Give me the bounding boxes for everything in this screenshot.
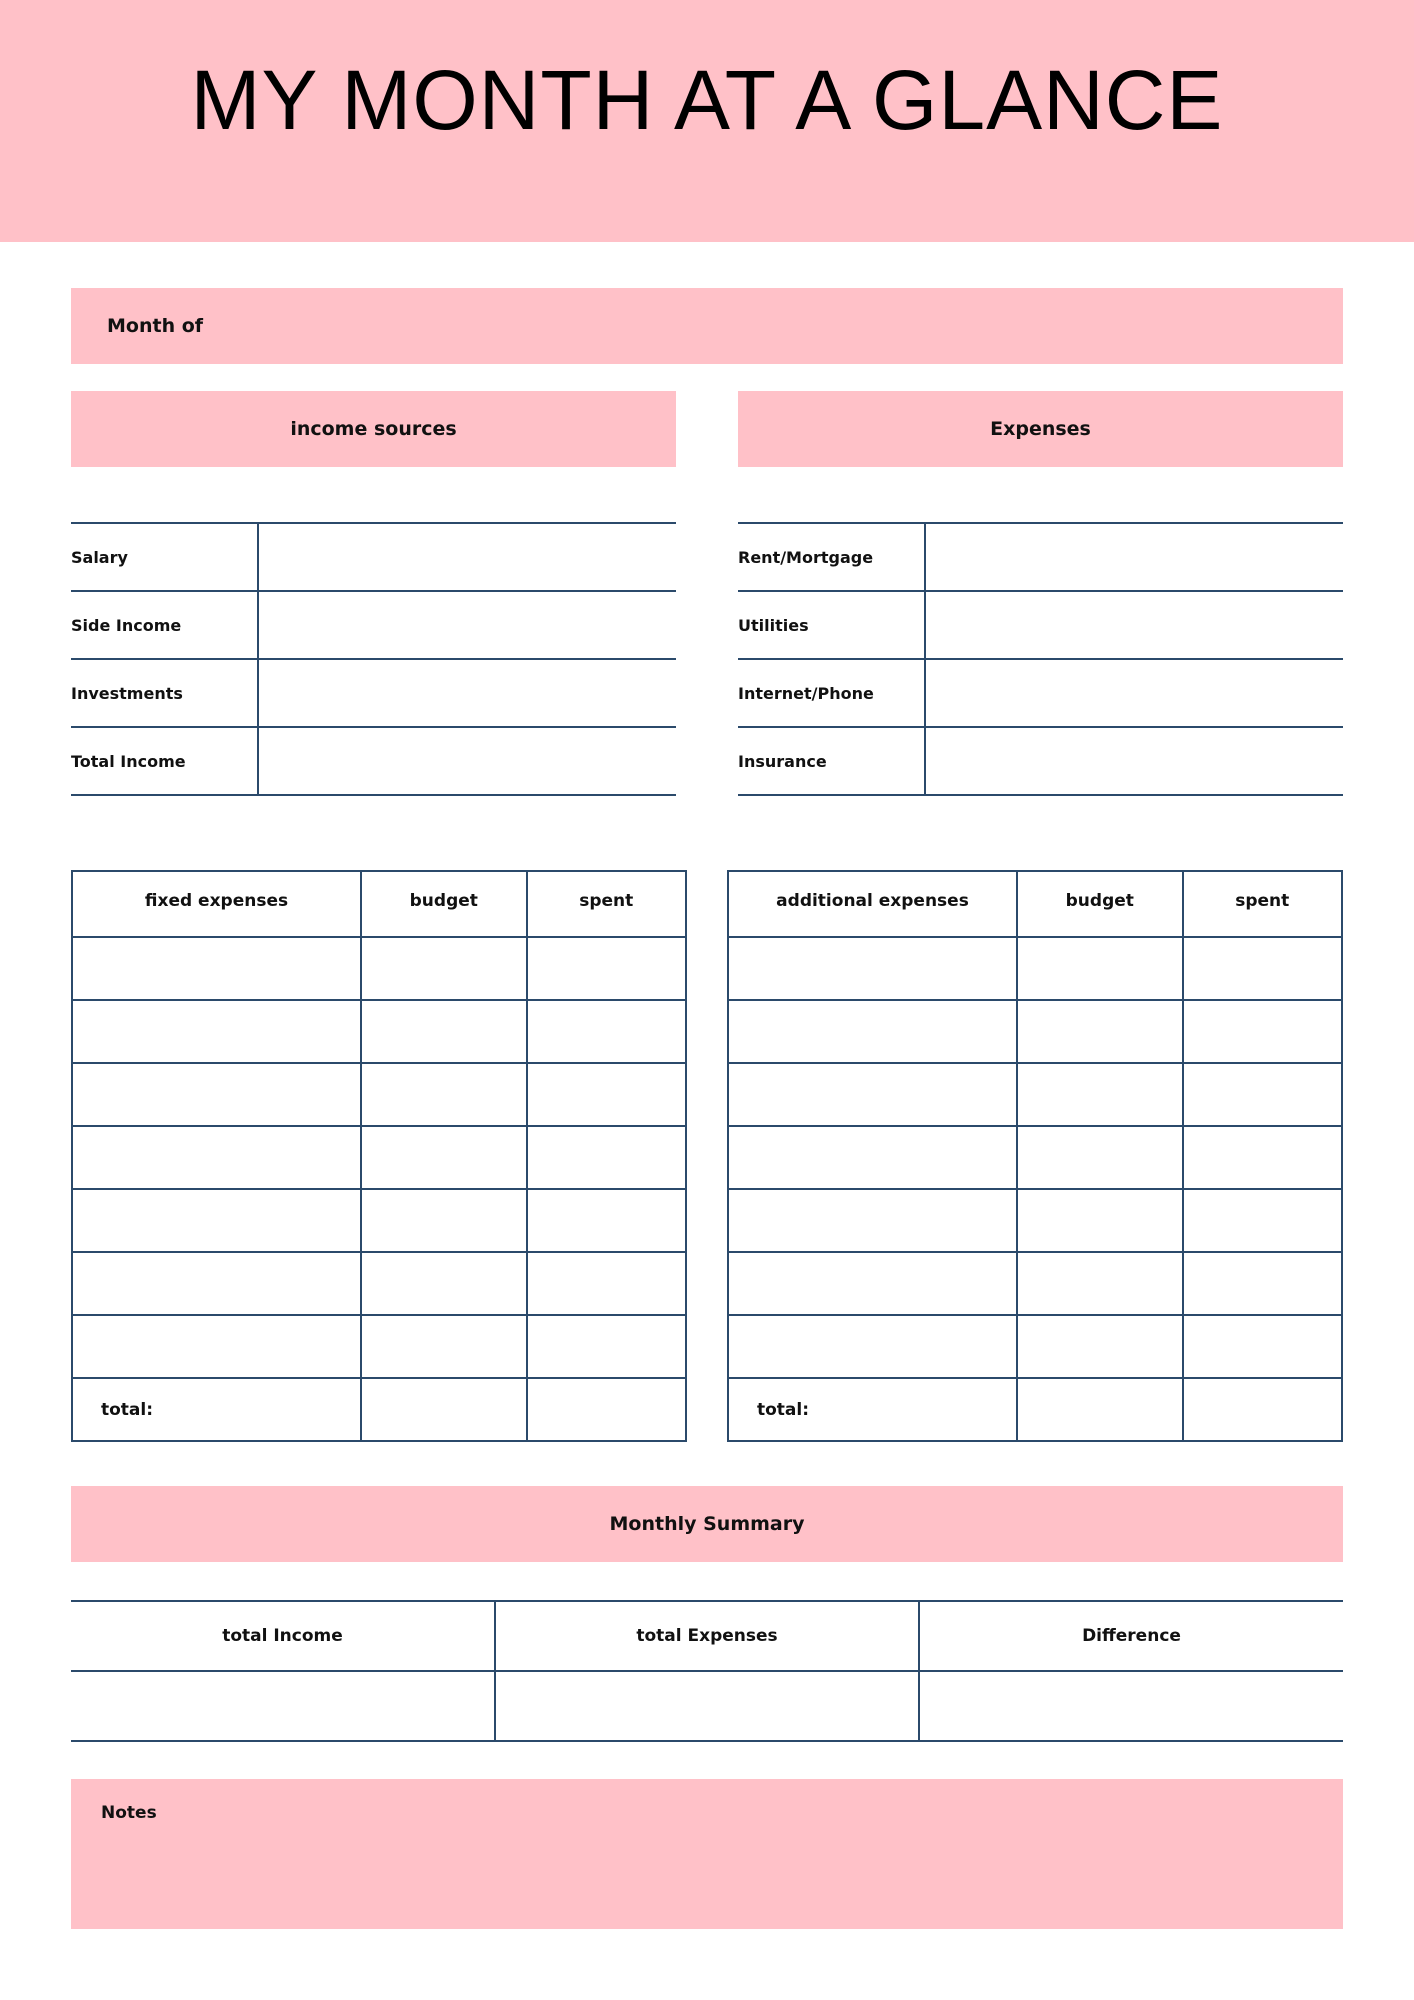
- expense-cell[interactable]: [728, 1189, 1017, 1252]
- salary-input[interactable]: [258, 523, 676, 591]
- expense-cell[interactable]: [72, 1063, 361, 1126]
- spent-cell[interactable]: [1183, 937, 1342, 1000]
- summary-table: [71, 1600, 1343, 1742]
- side-income-input[interactable]: [258, 591, 676, 659]
- spent-total-cell[interactable]: [1183, 1378, 1342, 1441]
- column-header: spent: [527, 871, 686, 937]
- budget-cell[interactable]: [361, 1315, 527, 1378]
- table-row: [71, 1671, 1343, 1741]
- monthly-summary-heading: [71, 1486, 1343, 1562]
- total-row: [72, 1378, 686, 1441]
- table-header-row: [71, 1601, 1343, 1671]
- total-label: total:: [728, 1378, 1017, 1441]
- spent-cell[interactable]: [527, 1126, 686, 1189]
- table-header-row: [72, 871, 686, 937]
- expense-cell[interactable]: [728, 937, 1017, 1000]
- row-label: Internet/Phone: [738, 659, 925, 727]
- investments-input[interactable]: [258, 659, 676, 727]
- table-row: [71, 591, 676, 659]
- spent-total-cell[interactable]: [527, 1378, 686, 1441]
- expense-cell[interactable]: [72, 1000, 361, 1063]
- difference-summary-cell[interactable]: [919, 1671, 1343, 1741]
- spent-cell[interactable]: [527, 1189, 686, 1252]
- month-label: Month of: [107, 315, 204, 337]
- table-row: [72, 1189, 686, 1252]
- column-header: budget: [1017, 871, 1183, 937]
- spent-cell[interactable]: [527, 1000, 686, 1063]
- expense-cell[interactable]: [728, 1000, 1017, 1063]
- spent-cell[interactable]: [527, 1252, 686, 1315]
- total-expenses-summary-cell[interactable]: [495, 1671, 919, 1741]
- spent-cell[interactable]: [527, 1315, 686, 1378]
- row-label: Investments: [71, 659, 258, 727]
- income-sources-heading: [71, 391, 676, 467]
- expenses-table: [738, 522, 1343, 796]
- table-row: [728, 1315, 1342, 1378]
- budget-cell[interactable]: [361, 1189, 527, 1252]
- spent-cell[interactable]: [1183, 1000, 1342, 1063]
- notes-area[interactable]: [71, 1779, 1343, 1929]
- table-row: [71, 659, 676, 727]
- expense-cell[interactable]: [72, 1189, 361, 1252]
- table-row: [738, 591, 1343, 659]
- income-table: [71, 522, 676, 796]
- month-field[interactable]: [71, 288, 1343, 364]
- table-row: [72, 937, 686, 1000]
- page-title: MY MONTH AT A GLANCE: [190, 53, 1224, 147]
- table-row: [728, 1000, 1342, 1063]
- expense-cell[interactable]: [728, 1063, 1017, 1126]
- expense-cell[interactable]: [72, 1315, 361, 1378]
- income-sources-label: income sources: [290, 418, 457, 440]
- spent-cell[interactable]: [1183, 1315, 1342, 1378]
- spent-cell[interactable]: [527, 937, 686, 1000]
- expense-cell[interactable]: [728, 1126, 1017, 1189]
- table-row: [728, 1189, 1342, 1252]
- table-row: [738, 659, 1343, 727]
- expense-cell[interactable]: [72, 937, 361, 1000]
- table-row: [728, 1126, 1342, 1189]
- budget-cell[interactable]: [1017, 1000, 1183, 1063]
- expense-cell[interactable]: [728, 1315, 1017, 1378]
- row-label: Total Income: [71, 727, 258, 795]
- table-row: [72, 1252, 686, 1315]
- budget-total-cell[interactable]: [1017, 1378, 1183, 1441]
- row-label: Insurance: [738, 727, 925, 795]
- table-row: [738, 727, 1343, 795]
- budget-cell[interactable]: [1017, 1126, 1183, 1189]
- utilities-input[interactable]: [925, 591, 1343, 659]
- column-header: total Income: [71, 1601, 495, 1671]
- total-row: [728, 1378, 1342, 1441]
- budget-cell[interactable]: [1017, 1189, 1183, 1252]
- row-label: Side Income: [71, 591, 258, 659]
- budget-cell[interactable]: [1017, 1315, 1183, 1378]
- expense-cell[interactable]: [728, 1252, 1017, 1315]
- total-income-input[interactable]: [258, 727, 676, 795]
- total-income-summary-cell[interactable]: [71, 1671, 495, 1741]
- column-header: total Expenses: [495, 1601, 919, 1671]
- table-row: [72, 1315, 686, 1378]
- spent-cell[interactable]: [527, 1063, 686, 1126]
- rent-mortgage-input[interactable]: [925, 523, 1343, 591]
- table-row: [72, 1000, 686, 1063]
- table-row: [72, 1126, 686, 1189]
- expense-cell[interactable]: [72, 1252, 361, 1315]
- budget-cell[interactable]: [361, 1000, 527, 1063]
- spent-cell[interactable]: [1183, 1126, 1342, 1189]
- table-header-row: [728, 871, 1342, 937]
- row-label: Salary: [71, 523, 258, 591]
- expenses-heading: [738, 391, 1343, 467]
- budget-cell[interactable]: [361, 1252, 527, 1315]
- table-row: [72, 1063, 686, 1126]
- column-header: Difference: [919, 1601, 1343, 1671]
- row-label: Rent/Mortgage: [738, 523, 925, 591]
- expense-cell[interactable]: [72, 1126, 361, 1189]
- table-row: [728, 1252, 1342, 1315]
- row-label: Utilities: [738, 591, 925, 659]
- insurance-input[interactable]: [925, 727, 1343, 795]
- budget-total-cell[interactable]: [361, 1378, 527, 1441]
- column-header: fixed expenses: [72, 871, 361, 937]
- budget-cell[interactable]: [1017, 1063, 1183, 1126]
- header-banner: [0, 0, 1414, 242]
- column-header: spent: [1183, 871, 1342, 937]
- table-row: [71, 727, 676, 795]
- budget-cell[interactable]: [361, 1063, 527, 1126]
- internet-phone-input[interactable]: [925, 659, 1343, 727]
- additional-expenses-table: [727, 870, 1343, 1442]
- monthly-summary-label: Monthly Summary: [609, 1513, 805, 1535]
- fixed-expenses-table: [71, 870, 687, 1442]
- budget-cell[interactable]: [361, 937, 527, 1000]
- table-row: [738, 523, 1343, 591]
- table-row: [728, 937, 1342, 1000]
- column-header: budget: [361, 871, 527, 937]
- expenses-label: Expenses: [990, 418, 1091, 440]
- table-row: [71, 523, 676, 591]
- spent-cell[interactable]: [1183, 1063, 1342, 1126]
- notes-label: Notes: [101, 1803, 157, 1823]
- spent-cell[interactable]: [1183, 1189, 1342, 1252]
- total-label: total:: [72, 1378, 361, 1441]
- budget-cell[interactable]: [1017, 1252, 1183, 1315]
- spent-cell[interactable]: [1183, 1252, 1342, 1315]
- column-header: additional expenses: [728, 871, 1017, 937]
- budget-cell[interactable]: [1017, 937, 1183, 1000]
- table-row: [728, 1063, 1342, 1126]
- budget-cell[interactable]: [361, 1126, 527, 1189]
